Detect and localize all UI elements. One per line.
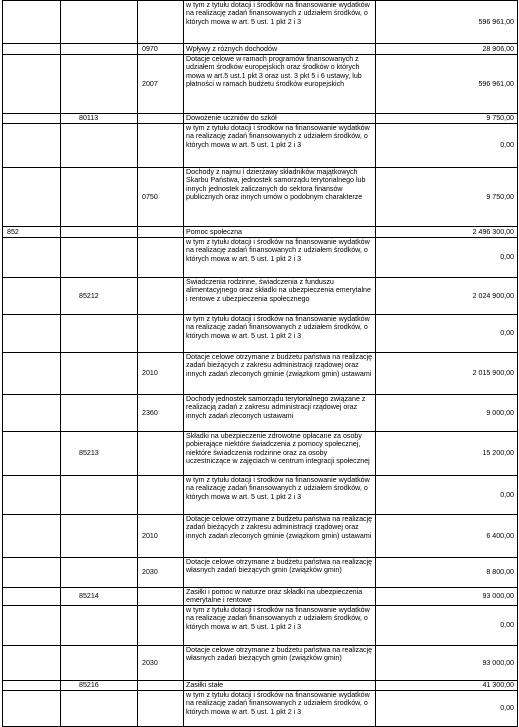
description-cell: Składki na ubezpieczenie zdrowotne opłacane za osoby pobierające niektóre świadczenia z pomocy społecznej, niektóre świadczenia rodzinne oraz za osoby uczestniczące w zajęciach w centrum integracji społecznej bbox=[184, 432, 376, 476]
paragraph-code-cell bbox=[138, 227, 184, 238]
description-cell: w tym z tytułu dotacji i środków na finansowanie wydatków na realizację zadań finansowanych z udziałem środków, o których mowa w art. 5 ust. 1 pkt 2 i 3 bbox=[184, 238, 376, 278]
section-code-cell bbox=[3, 315, 61, 353]
section-code-cell bbox=[3, 588, 61, 606]
section-code-cell bbox=[3, 432, 61, 476]
table-row bbox=[3, 690, 518, 726]
budget-table-body bbox=[3, 1, 518, 727]
amount-cell: 0,00 bbox=[376, 238, 518, 278]
section-code-cell bbox=[3, 645, 61, 680]
table-row bbox=[3, 44, 518, 55]
paragraph-code-cell bbox=[138, 476, 184, 515]
amount-cell: 8 800,00 bbox=[376, 558, 518, 588]
section-code-cell bbox=[3, 55, 61, 114]
description-cell: Dotacje celowe otrzymane z budżetu państwa na realizację własnych zadań bieżących gmin (związków gmin) bbox=[184, 558, 376, 588]
chapter-code-cell bbox=[61, 55, 138, 114]
section-code-cell bbox=[3, 114, 61, 124]
chapter-code-cell bbox=[61, 395, 138, 432]
chapter-code-cell bbox=[61, 1, 138, 44]
description-cell: Dowożenie uczniów do szkół bbox=[184, 114, 376, 124]
chapter-code-cell bbox=[61, 44, 138, 55]
paragraph-code-cell: 2030 bbox=[138, 645, 184, 680]
table-row bbox=[3, 124, 518, 168]
amount-cell: 0,00 bbox=[376, 124, 518, 168]
table-row bbox=[3, 432, 518, 476]
chapter-code-cell bbox=[61, 605, 138, 645]
chapter-code-cell bbox=[61, 558, 138, 588]
amount-cell: 93 000,00 bbox=[376, 588, 518, 606]
paragraph-code-cell bbox=[138, 680, 184, 690]
description-cell: w tym z tytułu dotacji i środków na finansowanie wydatków na realizację zadań finansowanych z udziałem środków, o których mowa w art. 5 ust. 1 pkt 2 i 3 bbox=[184, 124, 376, 168]
budget-table bbox=[2, 0, 518, 727]
description-cell: Zasiłki stałe bbox=[184, 680, 376, 690]
paragraph-code-cell: 2010 bbox=[138, 353, 184, 395]
amount-cell: 9 000,00 bbox=[376, 395, 518, 432]
chapter-code-cell bbox=[61, 227, 138, 238]
chapter-code-cell bbox=[61, 690, 138, 726]
chapter-code-cell bbox=[61, 476, 138, 515]
paragraph-code-cell: 2030 bbox=[138, 558, 184, 588]
table-row bbox=[3, 588, 518, 606]
chapter-code-cell: 85213 bbox=[61, 432, 138, 476]
description-cell: Dotacje celowe w ramach programów finansowanych z udziałem środków europejskich oraz środków o których mowa w art.5 ust.1 pkt 3 oraz ust. 3 pkt 5 i 6 ustawy, lub płatności w ramach budżetu środków europejskich bbox=[184, 55, 376, 114]
section-code-cell bbox=[3, 680, 61, 690]
table-row bbox=[3, 227, 518, 238]
description-cell: w tym z tytułu dotacji i środków na finansowanie wydatków na realizację zadań finansowanych z udziałem środków, o których mowa w art. 5 ust. 1 pkt 2 i 3 bbox=[184, 690, 376, 726]
chapter-code-cell bbox=[61, 124, 138, 168]
table-row bbox=[3, 168, 518, 227]
table-row bbox=[3, 55, 518, 114]
description-cell: w tym z tytułu dotacji i środków na finansowanie wydatków na realizację zadań finansowanych z udziałem środków, o których mowa w art. 5 ust. 1 pkt 2 i 3 bbox=[184, 605, 376, 645]
paragraph-code-cell bbox=[138, 690, 184, 726]
paragraph-code-cell bbox=[138, 605, 184, 645]
description-cell: Dochody jednostek samorządu terytorialnego związane z realizacją zadań z zakresu administracji rządowej oraz innych zadań zleconych ustawami bbox=[184, 395, 376, 432]
description-cell: w tym z tytułu dotacji i środków na finansowanie wydatków na realizację zadań finansowanych z udziałem środków, o których mowa w art. 5 ust. 1 pkt 2 i 3 bbox=[184, 315, 376, 353]
paragraph-code-cell bbox=[138, 315, 184, 353]
chapter-code-cell: 85214 bbox=[61, 588, 138, 606]
paragraph-code-cell bbox=[138, 114, 184, 124]
description-cell: Zasiłki i pomoc w naturze oraz składki na ubezpieczenia emerytalne i rentowe bbox=[184, 588, 376, 606]
paragraph-code-cell bbox=[138, 1, 184, 44]
table-row bbox=[3, 315, 518, 353]
paragraph-code-cell bbox=[138, 278, 184, 315]
chapter-code-cell: 85216 bbox=[61, 680, 138, 690]
paragraph-code-cell: 2360 bbox=[138, 395, 184, 432]
paragraph-code-cell: 0750 bbox=[138, 168, 184, 227]
amount-cell: 2 496 300,00 bbox=[376, 227, 518, 238]
description-cell: Dotacje celowe otrzymane z budżetu państwa na realizację zadań bieżących z zakresu administracji rządowej oraz innych zadań zleconych gminie (związkom gmin) ustawami bbox=[184, 353, 376, 395]
table-row bbox=[3, 515, 518, 558]
table-row bbox=[3, 114, 518, 124]
section-code-cell bbox=[3, 605, 61, 645]
amount-cell: 0,00 bbox=[376, 476, 518, 515]
amount-cell: 2 024 900,00 bbox=[376, 278, 518, 315]
section-code-cell bbox=[3, 124, 61, 168]
amount-cell: 0,00 bbox=[376, 605, 518, 645]
chapter-code-cell bbox=[61, 168, 138, 227]
amount-cell: 596 961,00 bbox=[376, 55, 518, 114]
section-code-cell bbox=[3, 1, 61, 44]
amount-cell: 9 750,00 bbox=[376, 114, 518, 124]
table-row bbox=[3, 558, 518, 588]
paragraph-code-cell bbox=[138, 238, 184, 278]
chapter-code-cell bbox=[61, 515, 138, 558]
table-row bbox=[3, 645, 518, 680]
section-code-cell bbox=[3, 515, 61, 558]
description-cell: w tym z tytułu dotacji i środków na finansowanie wydatków na realizację zadań finansowanych z udziałem środków, o których mowa w art. 5 ust. 1 pkt 2 i 3 bbox=[184, 476, 376, 515]
amount-cell: 6 400,00 bbox=[376, 515, 518, 558]
paragraph-code-cell bbox=[138, 124, 184, 168]
section-code-cell bbox=[3, 238, 61, 278]
section-code-cell bbox=[3, 395, 61, 432]
section-code-cell bbox=[3, 353, 61, 395]
chapter-code-cell bbox=[61, 353, 138, 395]
amount-cell: 0,00 bbox=[376, 690, 518, 726]
description-cell: w tym z tytułu dotacji i środków na finansowanie wydatków na realizację zadań finansowanych z udziałem środków, o których mowa w art. 5 ust. 1 pkt 2 i 3 bbox=[184, 1, 376, 44]
description-cell: Dotacje celowe otrzymane z budżetu państwa na realizację własnych zadań bieżących gmin (związków gmin) bbox=[184, 645, 376, 680]
table-row bbox=[3, 353, 518, 395]
amount-cell: 0,00 bbox=[376, 315, 518, 353]
paragraph-code-cell bbox=[138, 588, 184, 606]
section-code-cell bbox=[3, 476, 61, 515]
table-row bbox=[3, 1, 518, 44]
table-row bbox=[3, 680, 518, 690]
paragraph-code-cell: 2010 bbox=[138, 515, 184, 558]
chapter-code-cell bbox=[61, 645, 138, 680]
paragraph-code-cell: 2007 bbox=[138, 55, 184, 114]
table-row bbox=[3, 395, 518, 432]
description-cell: Świadczenia rodzinne, świadczenia z funduszu alimentacyjnego oraz składki na ubezpieczenia emerytalne i rentowe z ubezpieczenia społecznego bbox=[184, 278, 376, 315]
amount-cell: 2 015 900,00 bbox=[376, 353, 518, 395]
amount-cell: 596 961,00 bbox=[376, 1, 518, 44]
chapter-code-cell bbox=[61, 315, 138, 353]
chapter-code-cell: 85212 bbox=[61, 278, 138, 315]
paragraph-code-cell: 0970 bbox=[138, 44, 184, 55]
section-code-cell bbox=[3, 168, 61, 227]
table-row bbox=[3, 605, 518, 645]
description-cell: Dochody z najmu i dzierżawy składników majątkowych Skarbu Państwa, jednostek samorządu terytorialnego lub innych jednostek zaliczanych do sektora finansów publicznych oraz innych umów o podobnym charakterze bbox=[184, 168, 376, 227]
section-code-cell bbox=[3, 690, 61, 726]
amount-cell: 93 000,00 bbox=[376, 645, 518, 680]
amount-cell: 9 750,00 bbox=[376, 168, 518, 227]
description-cell: Dotacje celowe otrzymane z budżetu państwa na realizację zadań bieżących z zakresu administracji rządowej oraz innych zadań zleconych gminie (związkom gmin) ustawami bbox=[184, 515, 376, 558]
table-row bbox=[3, 278, 518, 315]
chapter-code-cell: 80113 bbox=[61, 114, 138, 124]
amount-cell: 28 906,00 bbox=[376, 44, 518, 55]
section-code-cell bbox=[3, 278, 61, 315]
description-cell: Wpływy z różnych dochodów bbox=[184, 44, 376, 55]
paragraph-code-cell bbox=[138, 432, 184, 476]
table-row bbox=[3, 238, 518, 278]
amount-cell: 15 200,00 bbox=[376, 432, 518, 476]
table-row bbox=[3, 476, 518, 515]
description-cell: Pomoc społeczna bbox=[184, 227, 376, 238]
section-code-cell: 852 bbox=[3, 227, 61, 238]
amount-cell: 41 300,00 bbox=[376, 680, 518, 690]
section-code-cell bbox=[3, 558, 61, 588]
section-code-cell bbox=[3, 44, 61, 55]
chapter-code-cell bbox=[61, 238, 138, 278]
